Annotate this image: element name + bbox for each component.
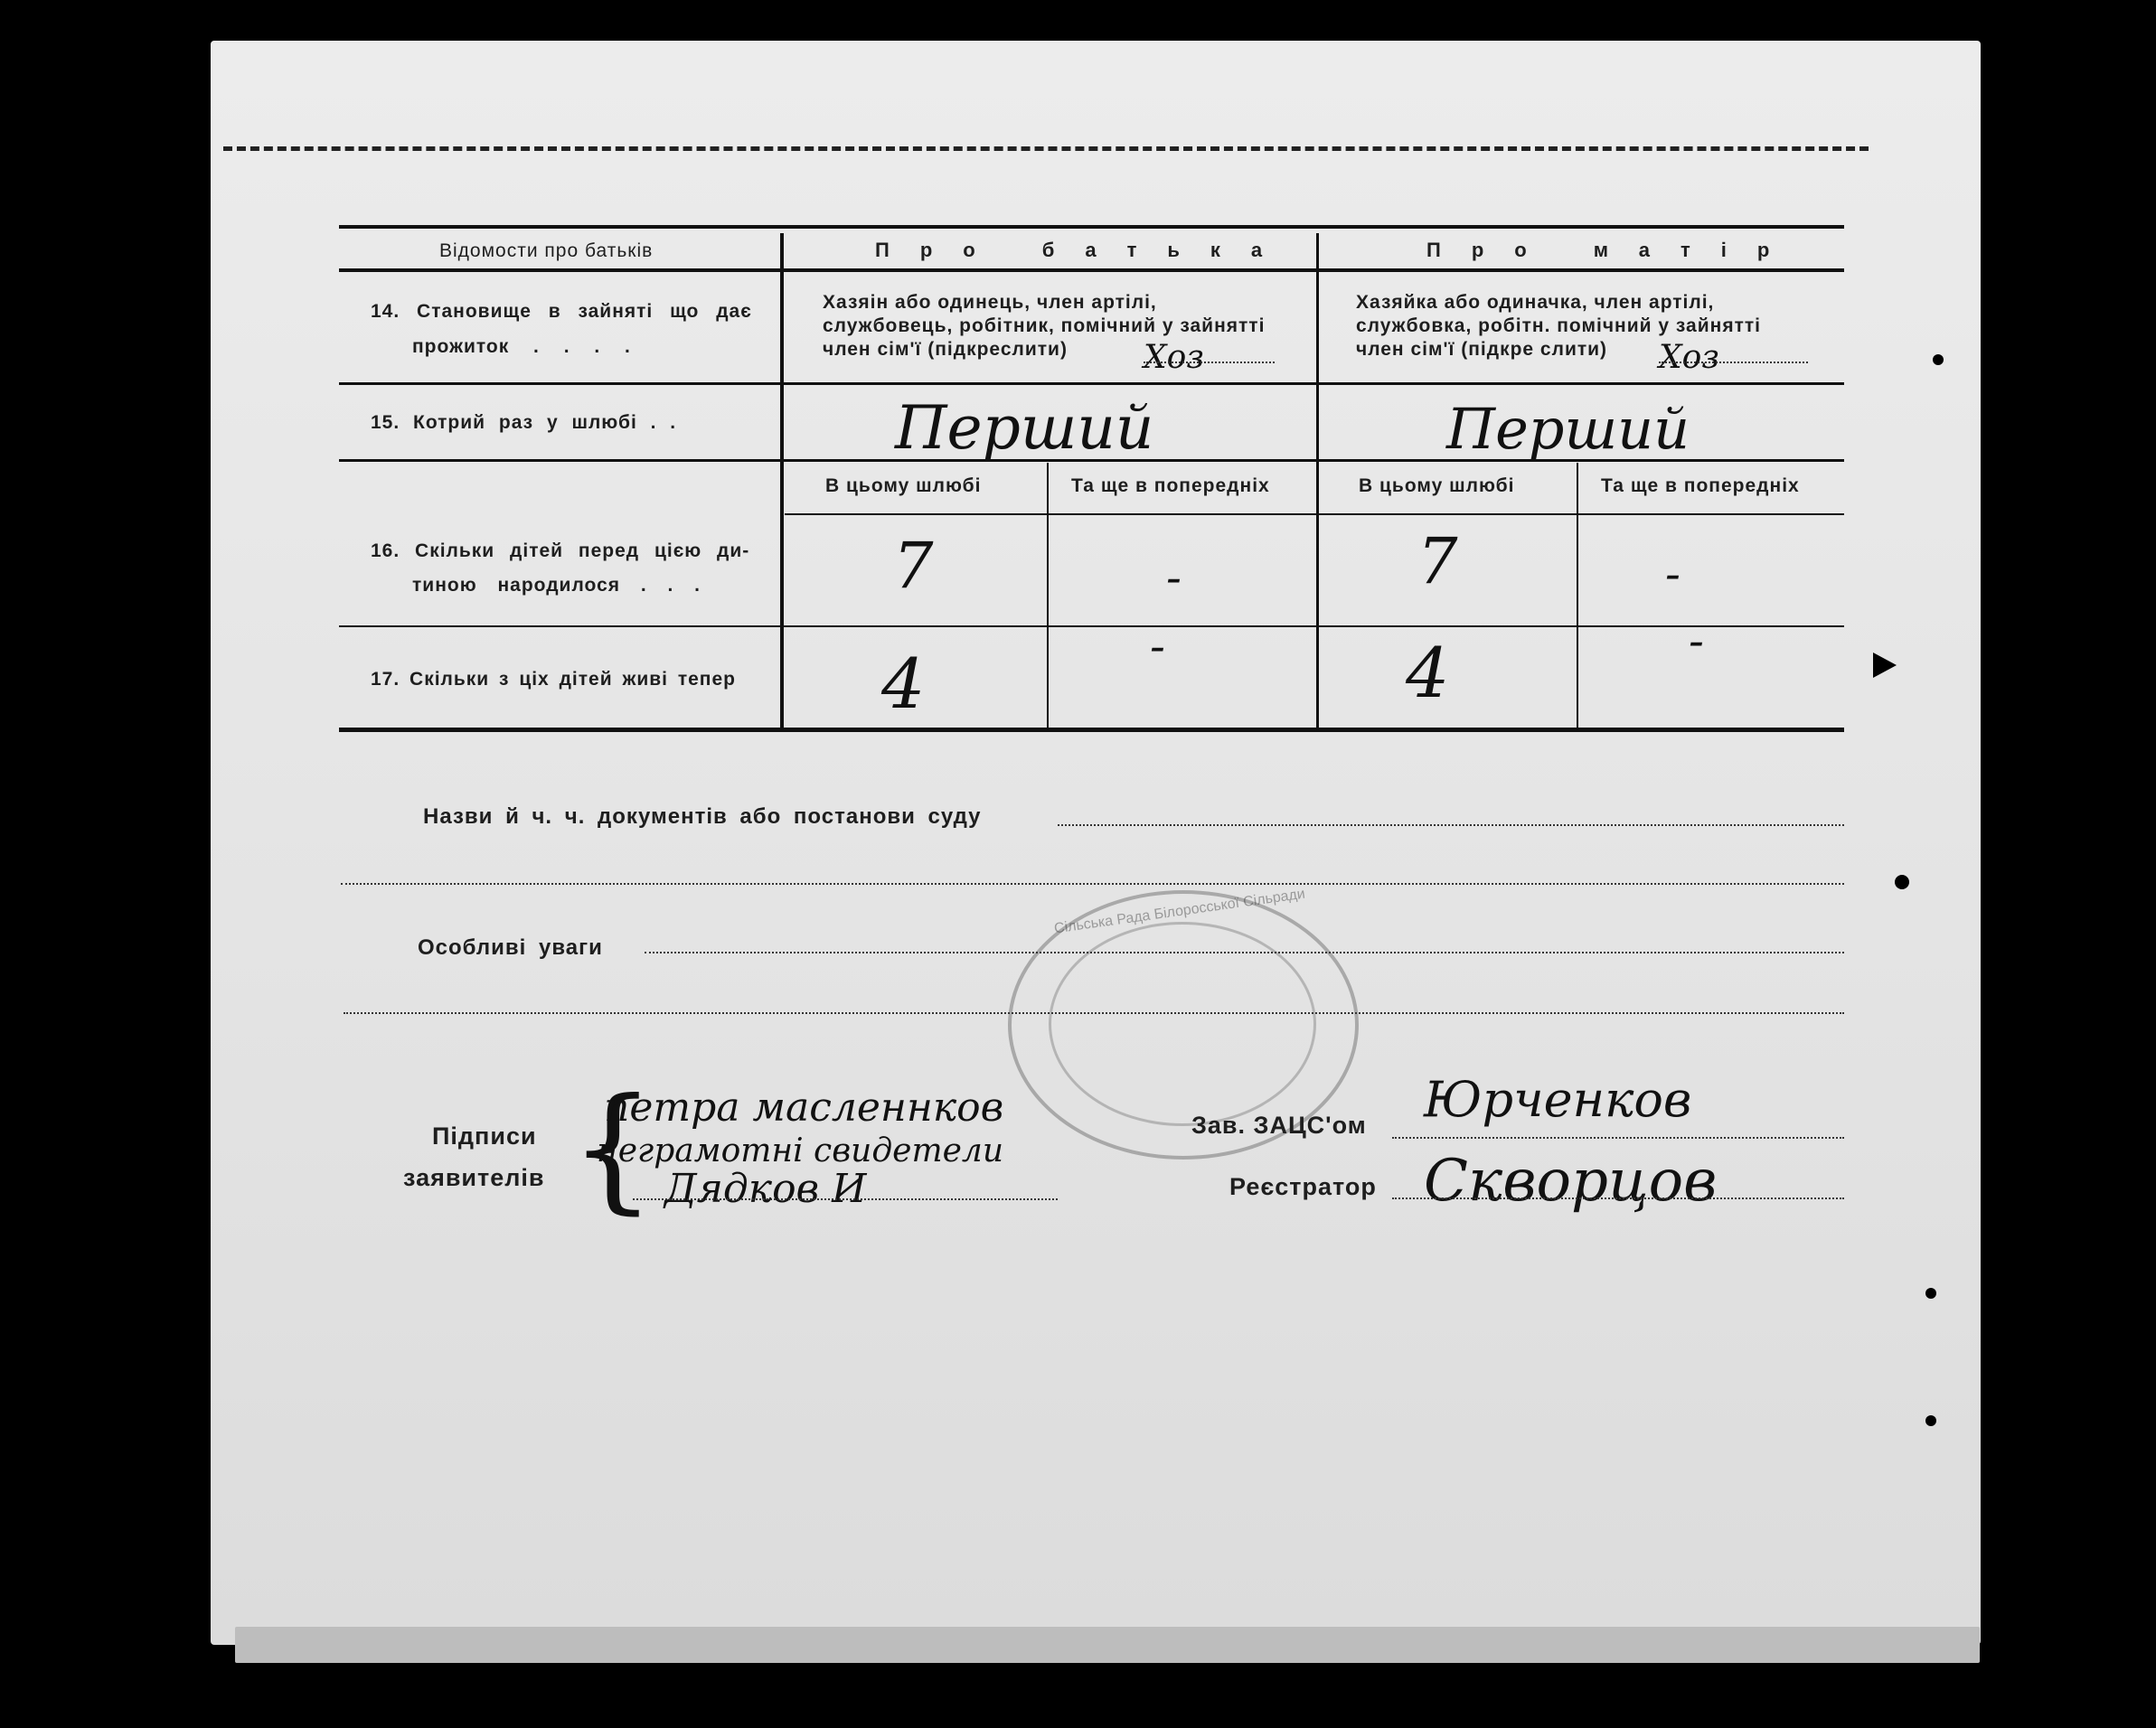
documents-label: Назви й ч. ч. документів або постанови суду xyxy=(423,804,982,829)
header-about-father: Про батька xyxy=(875,239,1294,261)
row14-mother-options: Хазяйка або одиначка, член артілі, службовка, робітн. помічний у зайнятті член сім'ї (підкре слити) xyxy=(1356,292,1761,360)
subheader-bottom-rule xyxy=(785,513,1844,515)
registrar-label: Реєстратор xyxy=(1229,1173,1377,1200)
row16-mother-in-marriage: 7 xyxy=(1417,524,1458,598)
header-about-mother: Про матір xyxy=(1426,239,1801,261)
head-of-registry-signature: Юрченков xyxy=(1424,1071,1692,1128)
row14-label-line1: 14. Становище в зайняті що дає xyxy=(371,301,752,322)
binding-hole-2 xyxy=(1925,1288,1936,1299)
subheader-mother-previous: Та ще в попередніх xyxy=(1601,475,1800,496)
official-stamp-inner-ring xyxy=(1049,922,1316,1126)
head-of-registry-dotline xyxy=(1392,1137,1844,1139)
table-header-rule xyxy=(339,268,1844,272)
signatures-label-line2: заявителів xyxy=(403,1164,545,1191)
col-divider-1 xyxy=(780,233,784,730)
document-page xyxy=(211,41,1981,1645)
row17-mother-previous: - xyxy=(1689,615,1704,667)
table-bottom-rule xyxy=(339,728,1844,732)
row17-mother-in-marriage: 4 xyxy=(1406,633,1450,713)
applicant-signature-3: Дядков И xyxy=(664,1166,867,1212)
subheader-father-previous: Та ще в попередніх xyxy=(1071,475,1270,496)
row14-bottom-rule xyxy=(339,382,1844,385)
row16-father-previous: - xyxy=(1166,551,1182,604)
row16-label-line2: тиною народилося . . . xyxy=(412,575,701,596)
binding-hole-4 xyxy=(1933,354,1944,365)
documents-dotline-2 xyxy=(341,883,1844,885)
row16-bottom-rule xyxy=(339,625,1844,627)
row14-father-handwritten: Хоз xyxy=(1144,339,1204,376)
signatures-brace: { xyxy=(570,1070,656,1227)
row16-label-line1: 16. Скільки дітей перед цією ди- xyxy=(371,540,750,561)
row14-father-dotline xyxy=(1144,362,1275,363)
cut-line xyxy=(223,146,1869,151)
col-divider-2 xyxy=(1316,233,1319,730)
row14-label-line2: прожиток . . . . xyxy=(412,336,631,357)
col-divider-father-sub xyxy=(1047,463,1049,729)
applicant-signature-1: петра масленнков xyxy=(604,1085,1004,1131)
row15-mother-handwritten: Перший xyxy=(1446,396,1690,462)
row17-father-previous: - xyxy=(1150,620,1165,672)
binding-notch-1 xyxy=(1873,653,1897,678)
row14-mother-dotline xyxy=(1659,362,1808,363)
applicant-signature-2: неграмотні свидетели xyxy=(597,1132,1004,1169)
row16-mother-previous: - xyxy=(1665,548,1681,600)
row16-father-in-marriage: 7 xyxy=(893,529,934,603)
registrar-signature: Скворцов xyxy=(1424,1148,1718,1215)
head-of-registry-label: Зав. ЗАЦС'ом xyxy=(1191,1112,1367,1139)
binding-hole-1 xyxy=(1895,875,1909,889)
table-top-rule xyxy=(339,225,1844,229)
official-stamp-text: Сільська Рада Білоросської Сільради xyxy=(1053,886,1306,937)
header-parents-info: Відомости про батьків xyxy=(439,240,654,261)
applicant-dotline xyxy=(633,1198,1058,1200)
row15-label: 15. Котрий раз у шлюбі . . xyxy=(371,412,677,433)
row14-father-options: Хазяін або одинець, член артілі, службовець, робітник, помічний у зайнятті член сім'ї (підкреслити) xyxy=(823,292,1266,360)
documents-dotline-1 xyxy=(1058,824,1844,826)
page-edge xyxy=(235,1627,1980,1663)
remarks-label: Особливі уваги xyxy=(418,935,603,960)
subheader-mother-in-marriage: В цьому шлюбі xyxy=(1359,475,1515,496)
row17-label: 17. Скільки з ціх дітей живі тепер xyxy=(371,669,736,690)
subheader-father-in-marriage: В цьому шлюбі xyxy=(825,475,982,496)
row14-mother-handwritten: Хоз xyxy=(1659,339,1719,376)
binding-hole-3 xyxy=(1925,1415,1936,1426)
col-divider-mother-sub xyxy=(1577,463,1578,729)
row15-father-handwritten: Перший xyxy=(895,393,1154,463)
signatures-label-line1: Підписи xyxy=(432,1122,537,1150)
row17-father-in-marriage: 4 xyxy=(881,643,926,724)
registrar-dotline xyxy=(1392,1197,1844,1199)
